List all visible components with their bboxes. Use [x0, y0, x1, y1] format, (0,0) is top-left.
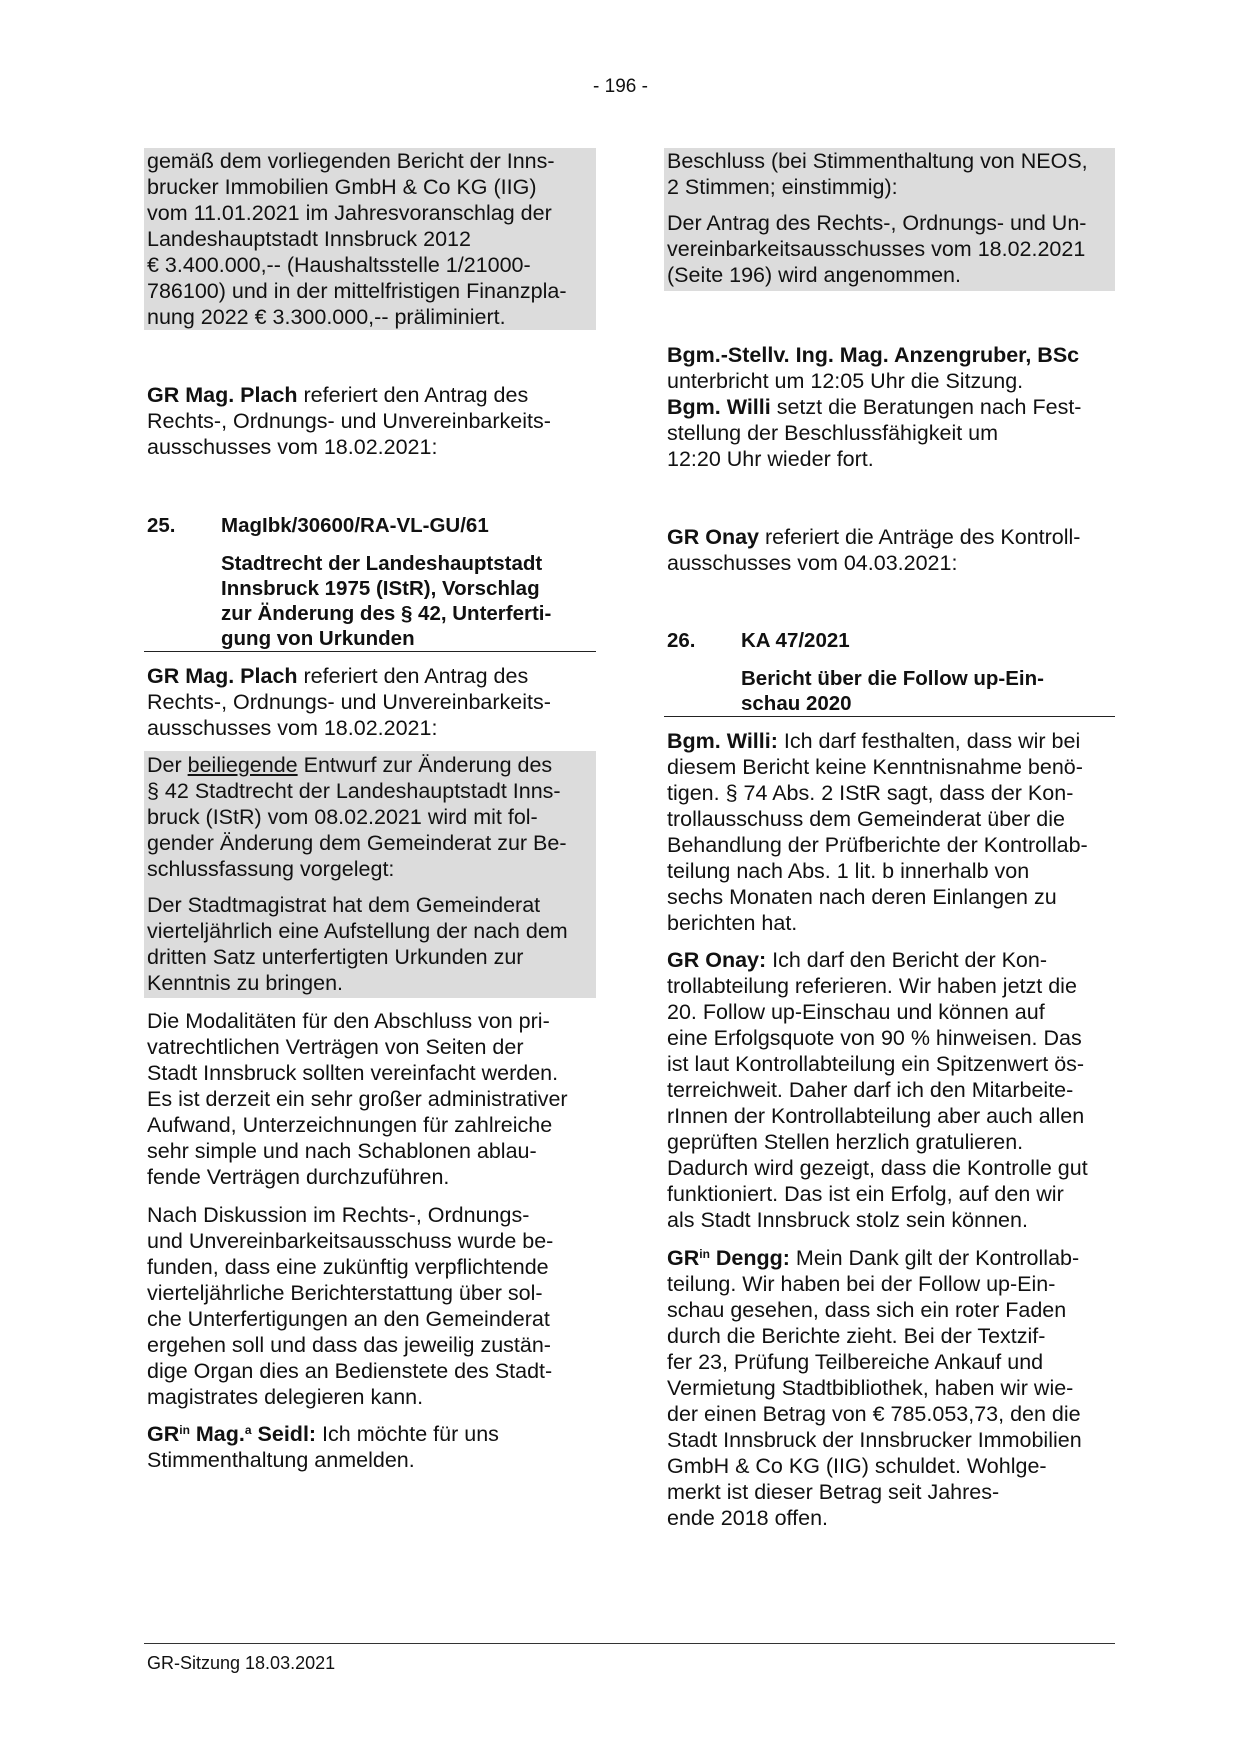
speaker-name: Bgm. Willi: [667, 395, 771, 419]
text-line: gemäß dem vorliegenden Bericht der Inns-: [147, 149, 555, 173]
text-line: GmbH & Co KG (IIG) schuldet. Wohlge-: [667, 1454, 1047, 1478]
text-line: fende Verträgen durchzuführen.: [147, 1165, 450, 1189]
text-line: diesem Bericht keine Kenntnisnahme benö-: [667, 755, 1083, 779]
text-span: GR: [147, 1422, 180, 1446]
text-line: stellung der Beschlussfähigkeit um: [667, 421, 999, 445]
text-line: Behandlung der Prüfberichte der Kontrollab-: [667, 833, 1088, 857]
referral-paragraph-2: [144, 663, 596, 741]
text-line: bruck (IStR) vom 08.02.2021 wird mit fol-: [147, 805, 538, 829]
text-line: € 3.400.000,-- (Haushaltsstelle 1/21000-: [147, 253, 531, 277]
text-line: Der Antrag des Rechts-, Ordnungs- und Un-: [667, 211, 1087, 235]
referral-paragraph-1: [144, 382, 596, 460]
speaker-name: Bgm.-Stellv. Ing. Mag. Anzengruber, BSc: [667, 343, 1080, 367]
onay-statement: [664, 947, 1115, 1233]
speaker-name: GR Mag. Plach: [147, 383, 298, 407]
text-line: trollabteilung referieren. Wir haben jetzt die: [667, 974, 1077, 998]
item-reference: MagIbk/30600/RA-VL-GU/61: [221, 514, 489, 537]
footer-divider: [144, 1643, 1115, 1644]
motion-line: [147, 752, 593, 778]
text-span: Dengg:: [709, 1246, 790, 1270]
text-line: Vermietung Stadtbibliothek, haben wir wie-: [667, 1376, 1074, 1400]
item-title: [741, 666, 1112, 716]
text-span: referiert die Anträge des Kontroll-: [759, 525, 1081, 549]
text-line: (Seite 196) wird angenommen.: [667, 263, 961, 287]
text-line: als Stadt Innsbruck stolz sein können.: [667, 1208, 1028, 1232]
text-line: terreichweit. Daher darf ich den Mitarbeite-: [667, 1078, 1074, 1102]
text-line: ergehen soll und dass das jeweilig zustän-: [147, 1333, 551, 1357]
text-line: unterbricht um 12:05 Uhr die Sitzung.: [667, 369, 1024, 393]
text-span: referiert den Antrag des: [297, 664, 529, 688]
text-line: Dadurch wird gezeigt, dass die Kontrolle gut: [667, 1156, 1088, 1180]
text-line: rInnen der Kontrollabteilung aber auch allen: [667, 1104, 1085, 1128]
superscript: in: [699, 1247, 710, 1261]
title-line: Stadtrecht der Landeshauptstadt: [221, 552, 543, 575]
session-break-paragraph: [664, 342, 1115, 472]
text-line: Aufwand, Unterzeichnungen für zahlreiche: [147, 1113, 553, 1137]
text-line: Rechts-, Ordnungs- und Unvereinbarkeits-: [147, 409, 551, 433]
text-line: ausschusses vom 18.02.2021:: [147, 716, 438, 740]
text-line: schau gesehen, dass sich ein roter Faden: [667, 1298, 1067, 1322]
text-line: vereinbarkeitsausschusses vom 18.02.2021: [667, 237, 1086, 261]
text-span: setzt die Beratungen nach Fest-: [770, 395, 1082, 419]
text-span: Mag.: [189, 1422, 245, 1446]
text-line: berichten hat.: [667, 911, 798, 935]
footer-session-label: GR-Sitzung 18.03.2021: [147, 1653, 336, 1673]
text-line: sehr simple und nach Schablonen ablau-: [147, 1139, 537, 1163]
agenda-item-26: [664, 628, 1115, 717]
text-line: vierteljährlich eine Aufstellung der nach dem: [147, 919, 568, 943]
superscript: in: [179, 1423, 190, 1437]
text-line: 2 Stimmen; einstimmig):: [667, 175, 898, 199]
text-line: Kenntnis zu bringen.: [147, 971, 344, 995]
text-line: Stadt Innsbruck sollten vereinfacht werden.: [147, 1061, 559, 1085]
speaker-name: [667, 1246, 790, 1270]
speaker-name: [147, 1422, 316, 1446]
text-span: Ich möchte für uns: [316, 1422, 499, 1446]
text-line: durch die Berichte zieht. Bei der Textzif-: [667, 1324, 1046, 1348]
onay-referral-paragraph: [664, 524, 1115, 576]
willi-statement: [664, 728, 1115, 936]
text-line: Stadt Innsbruck der Innsbrucker Immobilien: [667, 1428, 1082, 1452]
text-line: Stimmenthaltung anmelden.: [147, 1448, 415, 1472]
text-line: tigen. § 74 Abs. 2 IStR sagt, dass der Kon-: [667, 781, 1074, 805]
text-span: Entwurf zur Änderung des: [297, 753, 553, 777]
text-line: funden, dass eine zukünftig verpflichtende: [147, 1255, 549, 1279]
text-line: Nach Diskussion im Rechts-, Ordnungs-: [147, 1203, 530, 1227]
title-line: schau 2020: [741, 692, 852, 715]
text-line: ausschusses vom 18.02.2021:: [147, 435, 438, 459]
text-line: sechs Monaten nach deren Einlangen zu: [667, 885, 1057, 909]
title-line: zur Änderung des § 42, Unterferti-: [221, 602, 552, 625]
text-line: Landeshauptstadt Innsbruck 2012: [147, 227, 471, 251]
text-line: ende 2018 offen.: [667, 1506, 829, 1530]
right-column: [664, 148, 1115, 1531]
text-line: Beschluss (bei Stimmenthaltung von NEOS,: [667, 149, 1088, 173]
title-line: Innsbruck 1975 (IStR), Vorschlag: [221, 577, 540, 600]
text-line: 12:20 Uhr wieder fort.: [667, 447, 874, 471]
text-line: 786100) und in der mittelfristigen Finanzpla-: [147, 279, 567, 303]
speaker-name: GR Mag. Plach: [147, 664, 298, 688]
speaker-name: GR Onay:: [667, 948, 767, 972]
text-line: vatrechtlichen Verträgen von Seiten der: [147, 1035, 524, 1059]
text-span: GR: [667, 1246, 700, 1270]
title-line: gung von Urkunden: [221, 627, 415, 650]
item-title: [221, 551, 593, 651]
text-line: teilung nach Abs. 1 lit. b innerhalb von: [667, 859, 1030, 883]
text-span: Ich darf den Bericht der Kon-: [766, 948, 1047, 972]
text-line: dige Organ dies an Bedienstete des Stadt-: [147, 1359, 553, 1383]
text-span: Seidl:: [251, 1422, 317, 1446]
modalities-paragraph: [144, 1008, 596, 1190]
text-line: funktioniert. Das ist ein Erfolg, auf den wir: [667, 1182, 1064, 1206]
speaker-name: Bgm. Willi:: [667, 729, 778, 753]
text-span: Ich darf festhalten, dass wir bei: [777, 729, 1081, 753]
text-line: fer 23, Prüfung Teilbereiche Ankauf und: [667, 1350, 1044, 1374]
text-line: che Unterfertigungen an den Gemeinderat: [147, 1307, 550, 1331]
dengg-statement: [664, 1245, 1115, 1531]
text-line: dritten Satz unterfertigten Urkunden zur: [147, 945, 524, 969]
agenda-item-25: [144, 513, 596, 652]
text-line: und Unvereinbarkeitsausschuss wurde be-: [147, 1229, 554, 1253]
text-line: Es ist derzeit ein sehr großer administrativer: [147, 1087, 568, 1111]
text-line: ausschusses vom 04.03.2021:: [667, 551, 958, 575]
text-line: eine Erfolgsquote von 90 % hinweisen. Das: [667, 1026, 1082, 1050]
text-span: Der: [147, 753, 188, 777]
text-line: vom 11.01.2021 im Jahresvoranschlag der: [147, 201, 552, 225]
text-line: Der Stadtmagistrat hat dem Gemeinderat: [147, 893, 541, 917]
title-line: Bericht über die Follow up-Ein-: [741, 667, 1044, 690]
intro-shaded-block: [144, 148, 596, 330]
text-line: nung 2022 € 3.300.000,-- präliminiert.: [147, 305, 506, 329]
superscript: a: [244, 1423, 252, 1437]
page-number: - 196 -: [593, 76, 648, 97]
text-span: Mein Dank gilt der Kontrollab-: [789, 1246, 1080, 1270]
motion-shaded-block: [144, 751, 596, 998]
text-line: Die Modalitäten für den Abschluss von pri-: [147, 1009, 550, 1033]
text-line: § 42 Stadtrecht der Landeshauptstadt Inns-: [147, 779, 561, 803]
amendment-text: [147, 892, 593, 996]
text-line: merkt ist dieser Betrag seit Jahres-: [667, 1480, 1000, 1504]
text-line: teilung. Wir haben bei der Follow up-Ein-: [667, 1272, 1056, 1296]
text-line: Rechts-, Ordnungs- und Unvereinbarkeits-: [147, 690, 551, 714]
text-line: gender Änderung dem Gemeinderat zur Be-: [147, 831, 567, 855]
text-line: vierteljährliche Berichterstattung über sol-: [147, 1281, 543, 1305]
item-reference: KA 47/2021: [741, 629, 850, 652]
text-span: referiert den Antrag des: [297, 383, 529, 407]
left-column: [144, 148, 596, 1473]
underlined-word: beiliegende: [187, 753, 298, 777]
text-line: geprüften Stellen herzlich gratulieren.: [667, 1130, 1024, 1154]
item-number: 25.: [147, 514, 176, 537]
speaker-name: GR Onay: [667, 525, 759, 549]
seidl-statement: [144, 1421, 596, 1473]
text-line: der einen Betrag von € 785.053,73, den die: [667, 1402, 1081, 1426]
discussion-paragraph: [144, 1202, 596, 1410]
text-line: brucker Immobilien GmbH & Co KG (IIG): [147, 175, 537, 199]
text-line: 20. Follow up-Einschau und können auf: [667, 1000, 1045, 1024]
text-line: schlussfassung vorgelegt:: [147, 857, 395, 881]
text-line: ist laut Kontrollabteilung ein Spitzenwert ös-: [667, 1052, 1085, 1076]
text-line: trollausschuss dem Gemeinderat über die: [667, 807, 1065, 831]
resolution-shaded-block: [664, 148, 1115, 291]
text-line: magistrates delegieren kann.: [147, 1385, 424, 1409]
resolution-text: [667, 210, 1112, 288]
item-number: 26.: [667, 629, 696, 652]
